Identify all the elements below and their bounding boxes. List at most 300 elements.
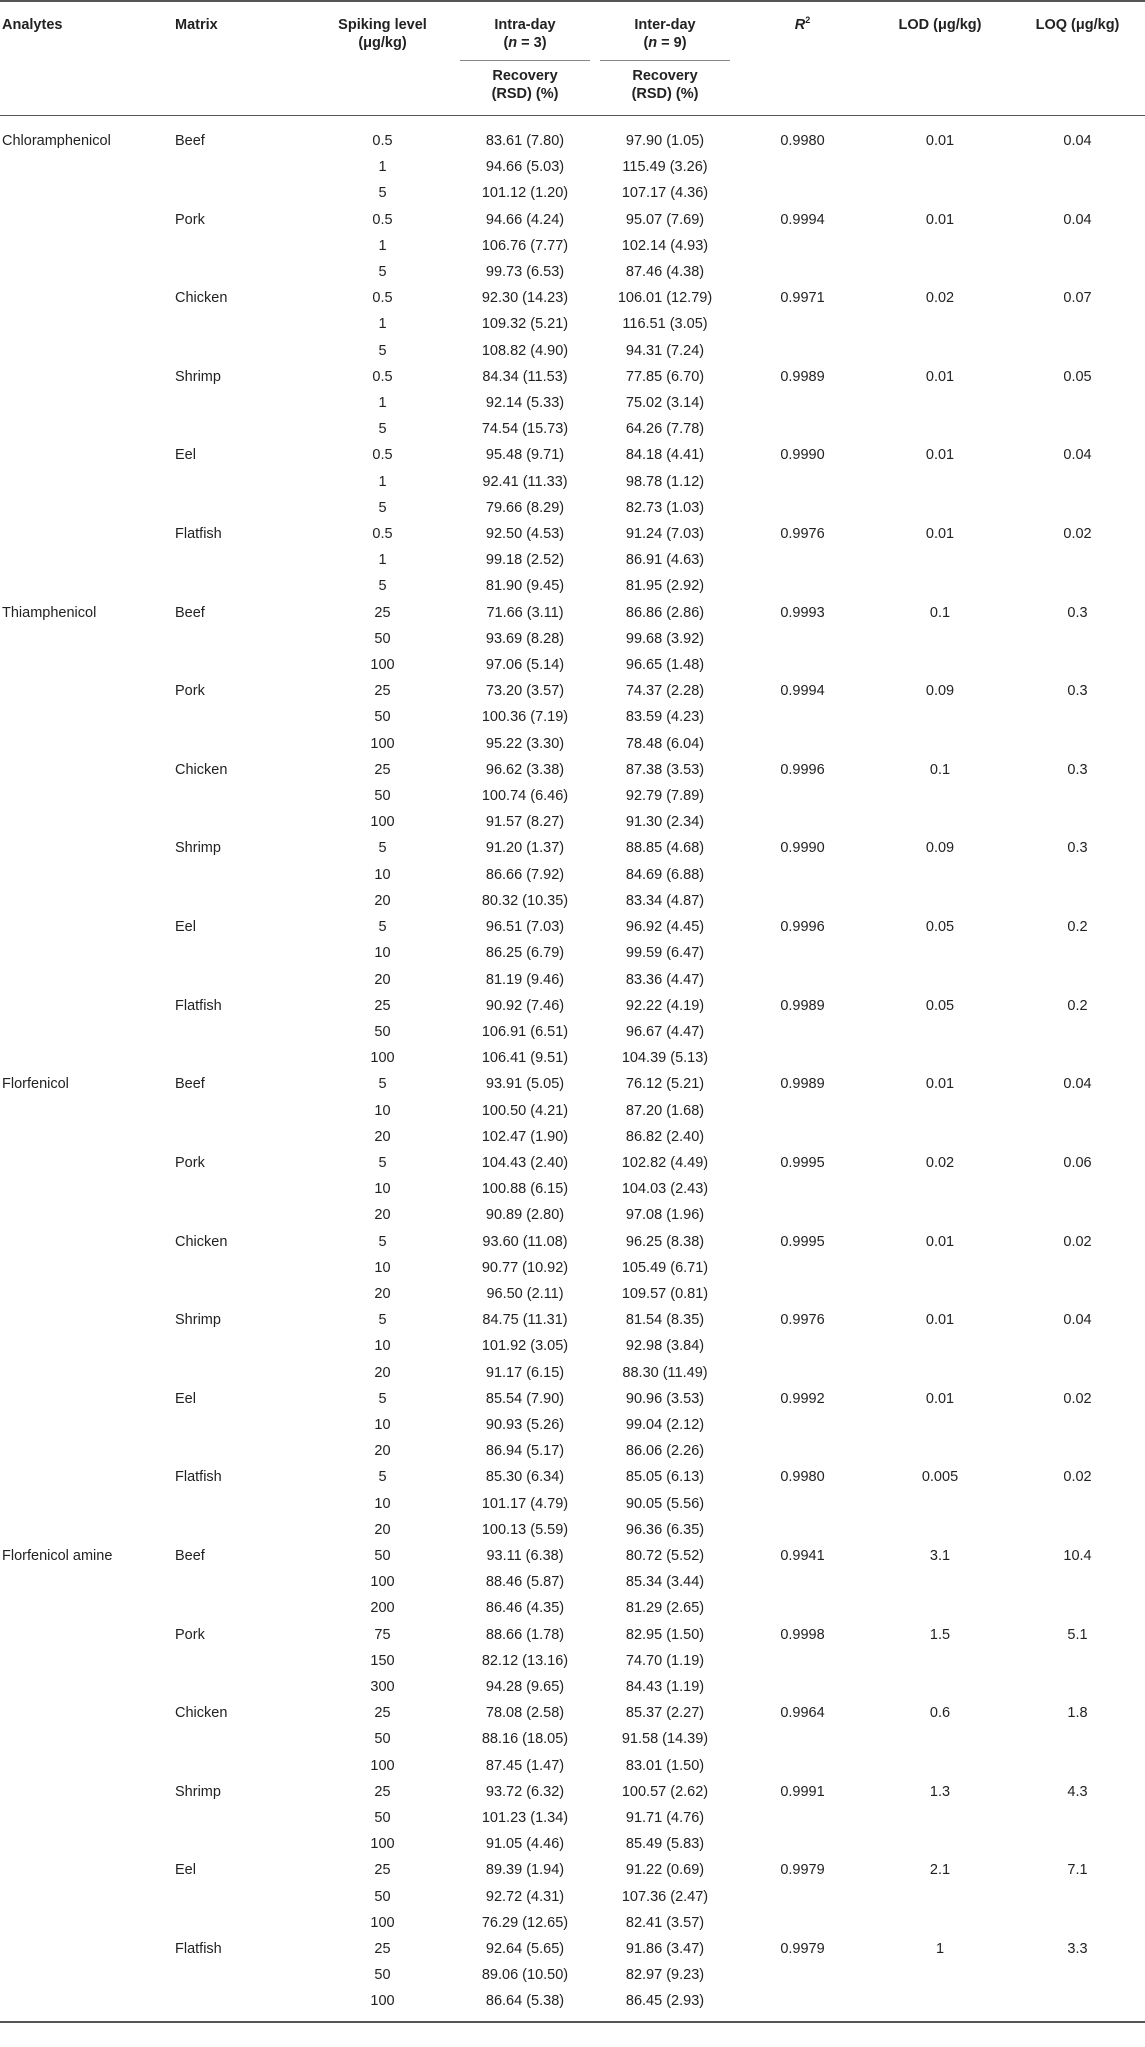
- cell-loq: [1010, 390, 1145, 416]
- table-row: [0, 495, 1145, 521]
- cell-loq: [1010, 495, 1145, 521]
- cell-inter-day: 106.01 (12.79): [617, 290, 713, 307]
- cell-spiking-level: 5: [378, 421, 387, 438]
- header-intra-day-n: (n = 3): [503, 35, 547, 51]
- cell-inter-day: 116.51 (3.05): [622, 316, 708, 333]
- table-row: [0, 1464, 1145, 1490]
- cell-matrix: [175, 1648, 310, 1674]
- cell-spiking-level: 50: [374, 1023, 391, 1040]
- cell-r-squared: [735, 1491, 870, 1517]
- cell-matrix: [175, 1805, 310, 1831]
- cell-matrix: [175, 1910, 310, 1936]
- cell-analyte: [0, 1517, 175, 1543]
- cell-analyte: [0, 1386, 175, 1412]
- cell-matrix: [175, 1726, 310, 1752]
- cell-analyte: [0, 1726, 175, 1752]
- cell-analyte: [0, 1831, 175, 1857]
- cell-lod: [870, 1281, 1010, 1307]
- cell-matrix: [175, 809, 310, 835]
- cell-analyte: [0, 338, 175, 364]
- cell-matrix: Shrimp: [175, 1312, 221, 1329]
- cell-loq: [1010, 416, 1145, 442]
- header-lod: LOD (μg/kg): [870, 1, 1010, 61]
- cell-inter-day: 94.31 (7.24): [625, 342, 705, 359]
- cell-matrix: Chicken: [175, 290, 228, 307]
- cell-spiking-level: 25: [374, 604, 391, 621]
- cell-spiking-level: 20: [374, 1285, 391, 1302]
- cell-inter-day: 84.43 (1.19): [625, 1678, 705, 1695]
- table-row: [0, 1648, 1145, 1674]
- cell-spiking-level: 10: [374, 1181, 391, 1198]
- cell-lod: 0.02: [925, 290, 955, 307]
- cell-analyte: [0, 1307, 175, 1333]
- cell-spiking-level: 10: [374, 1102, 391, 1119]
- table-row: [0, 573, 1145, 599]
- cell-inter-day: 92.98 (3.84): [625, 1338, 705, 1355]
- cell-r-squared: [735, 1726, 870, 1752]
- cell-loq: 0.04: [1063, 211, 1092, 228]
- cell-analyte: [0, 757, 175, 783]
- cell-r-squared: [735, 1595, 870, 1621]
- cell-analyte: [0, 1962, 175, 1988]
- table-row: [0, 1229, 1145, 1255]
- cell-loq: [1010, 1360, 1145, 1386]
- cell-analyte: [0, 1438, 175, 1464]
- cell-loq: [1010, 809, 1145, 835]
- cell-r-squared: [735, 940, 870, 966]
- table-row: [0, 1438, 1145, 1464]
- cell-lod: [870, 416, 1010, 442]
- cell-matrix: [175, 1988, 310, 2021]
- cell-intra-day: 96.50 (2.11): [486, 1285, 564, 1302]
- cell-inter-day: 91.24 (7.03): [625, 526, 705, 543]
- cell-matrix: Shrimp: [175, 1783, 221, 1800]
- cell-inter-day: 86.45 (2.93): [595, 1988, 735, 2021]
- cell-analyte: [0, 285, 175, 311]
- cell-r-squared: [735, 233, 870, 259]
- table-row: [0, 967, 1145, 993]
- cell-inter-day: 109.57 (0.81): [621, 1285, 709, 1302]
- cell-intra-day: 106.76 (7.77): [481, 237, 569, 254]
- cell-inter-day: 87.20 (1.68): [625, 1102, 705, 1119]
- cell-inter-day: 105.49 (6.71): [621, 1259, 709, 1276]
- cell-intra-day: 91.57 (8.27): [485, 814, 565, 831]
- cell-intra-day: 76.29 (12.65): [481, 1914, 569, 1931]
- cell-spiking-level: 100: [370, 1914, 395, 1931]
- cell-spiking-level: 50: [374, 1731, 391, 1748]
- cell-analyte: [0, 390, 175, 416]
- cell-r-squared: [735, 1648, 870, 1674]
- cell-spiking-level: 100: [370, 1050, 395, 1067]
- cell-analyte: [0, 888, 175, 914]
- cell-loq: 4.3: [1067, 1783, 1088, 1800]
- cell-lod: 0.005: [921, 1469, 959, 1486]
- table-row: [0, 1884, 1145, 1910]
- cell-loq: [1010, 1019, 1145, 1045]
- cell-r-squared: [735, 626, 870, 652]
- cell-r-squared: [735, 1281, 870, 1307]
- cell-loq: [1010, 1124, 1145, 1150]
- cell-matrix: Shrimp: [175, 368, 221, 385]
- cell-spiking-level: 5: [378, 1076, 387, 1093]
- cell-r-squared: [735, 1412, 870, 1438]
- cell-spiking-level: 1: [378, 316, 387, 333]
- cell-r-squared: [735, 704, 870, 730]
- cell-analyte: [0, 1124, 175, 1150]
- cell-inter-day: 92.22 (4.19): [625, 997, 705, 1014]
- table-row: [0, 259, 1145, 285]
- cell-r-squared: [735, 1988, 870, 2021]
- cell-matrix: Eel: [175, 1862, 196, 1879]
- cell-lod: 0.01: [925, 526, 955, 543]
- cell-inter-day: 83.59 (4.23): [625, 709, 705, 726]
- cell-lod: [870, 1176, 1010, 1202]
- cell-analyte: [0, 1569, 175, 1595]
- cell-intra-day: 88.46 (5.87): [485, 1574, 565, 1591]
- cell-spiking-level: 100: [370, 657, 395, 674]
- table-row: [0, 1045, 1145, 1071]
- cell-matrix: [175, 1412, 310, 1438]
- cell-analyte: [0, 1176, 175, 1202]
- cell-matrix: [175, 154, 310, 180]
- cell-r-squared: [735, 1805, 870, 1831]
- cell-lod: [870, 1569, 1010, 1595]
- cell-r-squared: [735, 1360, 870, 1386]
- cell-r-squared: [735, 862, 870, 888]
- cell-intra-day: 92.41 (11.33): [482, 473, 568, 490]
- cell-inter-day: 81.54 (8.35): [625, 1312, 705, 1329]
- cell-loq: 0.05: [1063, 368, 1092, 385]
- table-row: [0, 1962, 1145, 1988]
- cell-inter-day: 99.68 (3.92): [625, 630, 705, 647]
- cell-r-squared: 0.9994: [780, 683, 825, 700]
- table-row: [0, 154, 1145, 180]
- cell-matrix: [175, 940, 310, 966]
- header-spiking-level-line1: Spiking level: [338, 17, 427, 33]
- table-row: [0, 1202, 1145, 1228]
- cell-r-squared: 0.9992: [780, 1390, 825, 1407]
- cell-lod: 0.01: [925, 1233, 955, 1250]
- table-row: [0, 1569, 1145, 1595]
- cell-inter-day: 80.72 (5.52): [625, 1547, 705, 1564]
- cell-intra-day: 97.06 (5.14): [485, 657, 565, 674]
- cell-matrix: [175, 783, 310, 809]
- cell-r-squared: [735, 469, 870, 495]
- cell-lod: [870, 862, 1010, 888]
- cell-intra-day: 93.72 (6.32): [485, 1783, 565, 1800]
- cell-spiking-level: 25: [374, 1941, 391, 1958]
- cell-analyte: [0, 1910, 175, 1936]
- cell-matrix: [175, 233, 310, 259]
- cell-loq: 0.02: [1063, 1469, 1092, 1486]
- cell-r-squared: 0.9989: [780, 997, 825, 1014]
- cell-spiking-level: 50: [374, 1810, 391, 1826]
- cell-intra-day: 99.73 (6.53): [485, 264, 565, 281]
- cell-intra-day: 85.30 (6.34): [485, 1469, 565, 1486]
- cell-lod: [870, 469, 1010, 495]
- table-row: [0, 757, 1145, 783]
- table-row: [0, 116, 1145, 155]
- cell-intra-day: 74.54 (15.73): [481, 421, 569, 438]
- cell-analyte: [0, 652, 175, 678]
- cell-loq: [1010, 1674, 1145, 1700]
- cell-analyte: [0, 1255, 175, 1281]
- cell-loq: 0.04: [1063, 447, 1092, 464]
- cell-loq: 0.07: [1063, 290, 1092, 307]
- cell-spiking-level: 5: [378, 1312, 387, 1329]
- cell-r-squared: [735, 888, 870, 914]
- cell-matrix: [175, 1333, 310, 1359]
- cell-loq: [1010, 1648, 1145, 1674]
- table-row: [0, 442, 1145, 468]
- cell-loq: 0.3: [1067, 761, 1088, 778]
- cell-analyte: [0, 1753, 175, 1779]
- cell-inter-day: 91.71 (4.76): [625, 1810, 705, 1826]
- cell-loq: 0.02: [1063, 1390, 1092, 1407]
- cell-matrix: [175, 573, 310, 599]
- cell-analyte: [0, 364, 175, 390]
- cell-intra-day: 92.64 (5.65): [485, 1941, 565, 1958]
- header-matrix: Matrix: [175, 1, 310, 61]
- cell-matrix: [175, 1281, 310, 1307]
- cell-inter-day: 82.41 (3.57): [625, 1914, 705, 1931]
- cell-intra-day: 84.34 (11.53): [482, 368, 568, 385]
- cell-loq: 0.3: [1067, 683, 1088, 700]
- cell-intra-day: 73.20 (3.57): [485, 683, 565, 700]
- cell-intra-day: 93.91 (5.05): [485, 1076, 565, 1093]
- cell-intra-day: 91.20 (1.37): [485, 840, 565, 857]
- cell-r-squared: [735, 1176, 870, 1202]
- cell-loq: [1010, 1412, 1145, 1438]
- cell-spiking-level: 5: [378, 578, 387, 595]
- cell-analyte: [0, 311, 175, 337]
- table-row: [0, 862, 1145, 888]
- cell-inter-day: 115.49 (3.26): [622, 159, 708, 176]
- cell-matrix: [175, 1098, 310, 1124]
- cell-matrix: [175, 1753, 310, 1779]
- cell-lod: [870, 1962, 1010, 1988]
- cell-loq: 0.04: [1063, 1076, 1092, 1093]
- table-row: [0, 731, 1145, 757]
- cell-spiking-level: 50: [374, 630, 391, 647]
- cell-matrix: Flatfish: [175, 997, 222, 1014]
- cell-r-squared: [735, 1045, 870, 1071]
- table-row: [0, 704, 1145, 730]
- cell-inter-day: 107.17 (4.36): [621, 185, 709, 202]
- cell-loq: [1010, 626, 1145, 652]
- cell-analyte: [0, 1595, 175, 1621]
- cell-spiking-level: 10: [374, 1416, 391, 1433]
- cell-inter-day: 87.46 (4.38): [625, 264, 705, 281]
- cell-spiking-level: 100: [370, 1836, 395, 1853]
- cell-matrix: [175, 259, 310, 285]
- cell-spiking-level: 100: [370, 1757, 395, 1774]
- cell-matrix: [175, 731, 310, 757]
- cell-loq: [1010, 940, 1145, 966]
- cell-loq: [1010, 1491, 1145, 1517]
- cell-inter-day: 82.97 (9.23): [625, 1967, 705, 1984]
- cell-matrix: Chicken: [175, 761, 228, 778]
- table-row: [0, 809, 1145, 835]
- cell-lod: 0.01: [925, 1312, 955, 1329]
- cell-spiking-level: 5: [378, 919, 387, 936]
- cell-intra-day: 81.90 (9.45): [485, 578, 565, 595]
- cell-inter-day: 90.05 (5.56): [625, 1495, 705, 1512]
- cell-r-squared: [735, 1333, 870, 1359]
- cell-analyte: [0, 1674, 175, 1700]
- cell-inter-day: 82.95 (1.50): [625, 1626, 705, 1643]
- cell-lod: [870, 1412, 1010, 1438]
- cell-intra-day: 84.75 (11.31): [482, 1312, 568, 1329]
- cell-lod: [870, 233, 1010, 259]
- cell-r-squared: [735, 1517, 870, 1543]
- cell-inter-day: 87.38 (3.53): [625, 761, 705, 778]
- table-row: [0, 207, 1145, 233]
- cell-lod: 0.01: [925, 133, 955, 149]
- cell-loq: 0.3: [1067, 840, 1088, 857]
- cell-r-squared: 0.9993: [780, 604, 825, 621]
- cell-r-squared: 0.9980: [780, 1469, 825, 1486]
- cell-r-squared: [735, 1831, 870, 1857]
- header-analytes: Analytes: [0, 1, 175, 61]
- cell-intra-day: 104.43 (2.40): [481, 1154, 569, 1171]
- header-inter-day-n: (n = 9): [643, 35, 687, 51]
- cell-spiking-level: 5: [378, 185, 387, 202]
- cell-r-squared: [735, 180, 870, 206]
- cell-inter-day: 92.79 (7.89): [625, 788, 705, 805]
- cell-r-squared: [735, 783, 870, 809]
- table-row: [0, 1936, 1145, 1962]
- cell-lod: 2.1: [929, 1862, 951, 1879]
- cell-matrix: [175, 390, 310, 416]
- cell-analyte: [0, 1019, 175, 1045]
- cell-intra-day: 92.72 (4.31): [485, 1888, 565, 1905]
- cell-analyte: [0, 1281, 175, 1307]
- cell-matrix: Chicken: [175, 1233, 228, 1250]
- table-row: [0, 1753, 1145, 1779]
- cell-inter-day: 102.14 (4.93): [621, 237, 709, 254]
- cell-r-squared: [735, 731, 870, 757]
- cell-inter-day: 96.92 (4.45): [625, 919, 705, 936]
- table-row: [0, 1124, 1145, 1150]
- cell-inter-day: 86.82 (2.40): [625, 1128, 705, 1145]
- cell-inter-day: 74.37 (2.28): [625, 683, 705, 700]
- cell-lod: [870, 1726, 1010, 1752]
- cell-spiking-level: 25: [374, 683, 391, 700]
- cell-r-squared: 0.9995: [780, 1154, 825, 1171]
- cell-lod: 0.6: [929, 1705, 951, 1722]
- cell-analyte: [0, 469, 175, 495]
- cell-lod: 0.05: [925, 919, 955, 936]
- cell-lod: 0.02: [925, 1154, 955, 1171]
- cell-loq: [1010, 1281, 1145, 1307]
- cell-r-squared: 0.9979: [780, 1862, 825, 1879]
- table-row: [0, 1779, 1145, 1805]
- cell-inter-day: 100.57 (2.62): [621, 1783, 709, 1800]
- cell-analyte: [0, 207, 175, 233]
- cell-spiking-level: 25: [374, 761, 391, 778]
- cell-matrix: [175, 1674, 310, 1700]
- cell-lod: [870, 547, 1010, 573]
- cell-loq: [1010, 1726, 1145, 1752]
- cell-r-squared: [735, 1910, 870, 1936]
- cell-intra-day: 100.88 (6.15): [481, 1181, 569, 1198]
- cell-analyte: [0, 573, 175, 599]
- cell-loq: [1010, 180, 1145, 206]
- cell-inter-day: 96.25 (8.38): [625, 1233, 705, 1250]
- cell-loq: [1010, 1517, 1145, 1543]
- cell-spiking-level: 10: [374, 866, 391, 883]
- cell-r-squared: [735, 390, 870, 416]
- cell-analyte: [0, 1884, 175, 1910]
- cell-intra-day: 92.30 (14.23): [481, 290, 569, 307]
- cell-inter-day: 96.65 (1.48): [625, 657, 705, 674]
- cell-intra-day: 102.47 (1.90): [481, 1128, 569, 1145]
- cell-spiking-level: 25: [374, 1705, 391, 1722]
- cell-lod: [870, 1674, 1010, 1700]
- cell-loq: [1010, 704, 1145, 730]
- cell-analyte: [0, 1700, 175, 1726]
- cell-spiking-level: 0.5: [372, 211, 393, 228]
- cell-lod: [870, 1595, 1010, 1621]
- cell-spiking-level: 5: [378, 1469, 387, 1486]
- cell-loq: [1010, 1962, 1145, 1988]
- cell-loq: 0.02: [1063, 526, 1092, 543]
- cell-lod: [870, 626, 1010, 652]
- cell-matrix: [175, 652, 310, 678]
- table-row: [0, 940, 1145, 966]
- header-intra-day: [455, 1, 595, 61]
- cell-matrix: [175, 1176, 310, 1202]
- cell-matrix: [175, 1255, 310, 1281]
- cell-inter-day: 97.08 (1.96): [625, 1207, 705, 1224]
- cell-analyte: [0, 1988, 175, 2021]
- cell-analyte: [0, 521, 175, 547]
- cell-spiking-level: 0.5: [372, 526, 393, 543]
- cell-lod: [870, 1360, 1010, 1386]
- table-row: [0, 1805, 1145, 1831]
- cell-spiking-level: 1: [378, 237, 387, 254]
- table-row: [0, 1831, 1145, 1857]
- cell-intra-day: 88.66 (1.78): [485, 1626, 565, 1643]
- cell-inter-day: 77.85 (6.70): [625, 368, 705, 385]
- cell-analyte: [0, 1648, 175, 1674]
- cell-analyte: [0, 154, 175, 180]
- cell-loq: [1010, 1753, 1145, 1779]
- table-row: [0, 1910, 1145, 1936]
- cell-lod: [870, 1255, 1010, 1281]
- cell-inter-day: 64.26 (7.78): [625, 421, 705, 438]
- cell-r-squared: 0.9996: [780, 919, 825, 936]
- cell-loq: 0.02: [1063, 1233, 1092, 1250]
- cell-analyte: Thiamphenicol: [2, 604, 97, 621]
- cell-loq: [1010, 1884, 1145, 1910]
- cell-analyte: [0, 1779, 175, 1805]
- cell-loq: [1010, 783, 1145, 809]
- cell-inter-day: 99.59 (6.47): [625, 945, 705, 962]
- cell-r-squared: 0.9976: [780, 526, 825, 543]
- cell-r-squared: 0.9941: [780, 1547, 825, 1564]
- cell-r-squared: 0.9989: [780, 368, 825, 385]
- cell-analyte: [0, 442, 175, 468]
- cell-lod: 0.05: [925, 997, 955, 1014]
- cell-intra-day: 87.45 (1.47): [485, 1757, 565, 1774]
- cell-analyte: [0, 1412, 175, 1438]
- cell-loq: 0.04: [1063, 1312, 1092, 1329]
- cell-intra-day: 78.08 (2.58): [485, 1705, 565, 1722]
- cell-intra-day: 90.77 (10.92): [481, 1259, 569, 1276]
- table-row: [0, 469, 1145, 495]
